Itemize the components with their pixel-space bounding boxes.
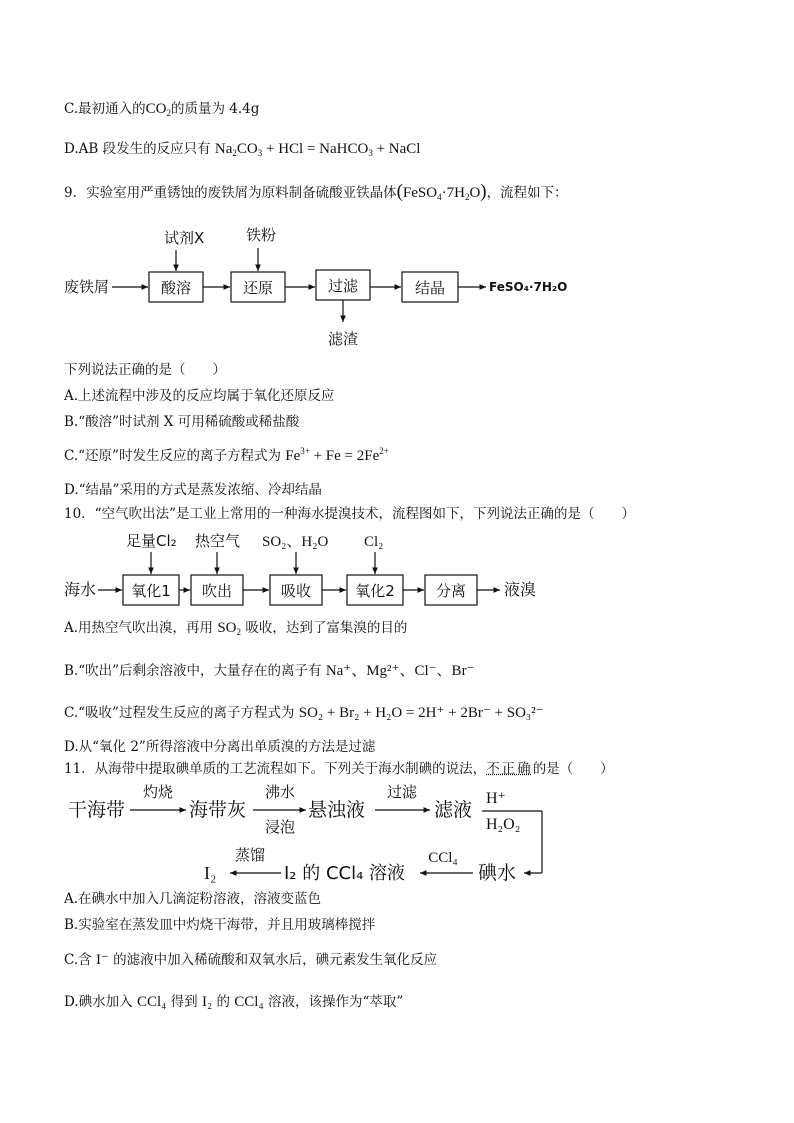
q11-option-d-mid2: 的 <box>212 994 235 1010</box>
q11-option-d-mid: 得到 <box>166 994 202 1010</box>
ccl4-formula-1: CCl₄ <box>136 994 167 1010</box>
flow10-reagent-4: Cl₂ <box>364 534 384 550</box>
formula-sub-4: 4 <box>437 192 442 202</box>
eq-na: Na <box>214 141 233 157</box>
formula-7h: ·7H <box>441 185 465 201</box>
flow9-start: 废铁屑 <box>64 278 110 296</box>
q10-option-c-text: C.“吸收”过程发生反应的离子方程式为 <box>64 705 299 721</box>
q10-stem: 10．“空气吹出法”是工业上常用的一种海水提溴技术，流程图如下，下列说法正确的是（ ） <box>64 506 635 522</box>
q11-stem-text: 11．从海带中提取碘单质的工艺流程如下。下列关于海水制碘的说法， <box>64 761 487 777</box>
flow9-reagent-2: 铁粉 <box>246 226 277 244</box>
flow9-reagent-1: 试剂X <box>164 229 205 247</box>
so2-sub: 2 <box>236 627 242 637</box>
flow11-label-5: CCl₄ <box>428 850 458 866</box>
q10-option-a-text: A.用热空气吹出溴，再用 <box>64 620 218 636</box>
flow10-reagent-1: 足量Cl₂ <box>126 532 177 550</box>
eq-charge-3: 3+ <box>300 446 310 456</box>
flow11-node-2: 海带灰 <box>189 799 247 821</box>
flow11-label-1: 灼烧 <box>142 783 174 801</box>
eq-sub-2: 2 <box>232 148 237 158</box>
flow11-node-4: 滤液 <box>434 799 473 821</box>
flow11-reagent-bottom: H₂O₂ <box>486 816 521 833</box>
eq-tail: + NaCl <box>372 141 421 157</box>
eq-mid: + Fe = 2Fe <box>309 448 380 464</box>
q8-option-c-text: C.最初通入的 <box>64 101 146 117</box>
co2-co: CO <box>145 101 167 117</box>
q11-option-d <box>64 993 403 1011</box>
eq-charge-2: 2+ <box>379 446 389 456</box>
flow11-node-3: 悬浊液 <box>308 799 366 821</box>
q9-option-a: A.上述流程中涉及的反应均属于氧化还原反应 <box>64 388 335 404</box>
q11-option-c-text: C.含 <box>64 952 96 968</box>
flow10-box-4-label: 氧化2 <box>355 582 395 600</box>
flow9-box-2-label: 还原 <box>242 279 274 297</box>
flow10-box-1-label: 氧化1 <box>131 582 171 600</box>
flow9-box-1-label: 酸溶 <box>160 279 192 297</box>
formula-sub-2: 2 <box>464 192 470 202</box>
right-paren: ) <box>480 181 487 202</box>
flow10-reagent-3: SO₂、H₂O <box>262 534 329 550</box>
flow10-box-5-label: 分离 <box>435 582 467 600</box>
q11-option-d-tail: 溶液，该操作为“萃取” <box>263 994 404 1010</box>
q9-option-d: D.“结晶”采用的方式是蒸发浓缩、冷却结晶 <box>64 482 322 498</box>
flow11-node-7: I₂ <box>204 863 217 883</box>
q10-option-b-text: B.“吹出”后剩余溶液中，大量存在的离子有 <box>64 663 326 679</box>
formula-o: O <box>469 185 481 201</box>
flow9-waste: 滤渣 <box>327 330 359 348</box>
q10-option-d: D.从“氧化 2”所得溶液中分离出单质溴的方法是过滤 <box>64 739 376 755</box>
eq-mid: + HCl = NaHCO <box>262 141 369 157</box>
q9-question: 下列说法正确的是（ ） <box>64 362 226 378</box>
flow9-box-3-label: 过滤 <box>327 277 359 295</box>
flow11-label-2-top: 沸水 <box>264 783 296 801</box>
so2-so: SO <box>217 620 237 636</box>
q11-option-b: B.实验室在蒸发皿中灼烧干海带，并且用玻璃棒搅拌 <box>64 917 376 933</box>
flow10-box-2-label: 吹出 <box>201 582 233 600</box>
eq-co: CO <box>236 141 258 157</box>
flow11-node-5: 碘水 <box>478 862 517 884</box>
q11-option-c <box>64 951 437 969</box>
ccl4-formula-2: CCl₄ <box>234 994 264 1010</box>
i2-formula: I₂ <box>201 994 213 1010</box>
q9-option-c-text: C.“还原”时发生反应的离子方程式为 <box>64 448 286 464</box>
flow9-box-4-label: 结晶 <box>414 279 446 297</box>
flow9-product: FeSO₄·7H₂O <box>489 280 568 294</box>
formula-feso: FeSO <box>402 185 438 201</box>
flow10-start: 海水 <box>64 580 97 599</box>
q11-stem-tail: 的是（ ） <box>532 761 614 777</box>
q11-option-d-text: D.碘水加入 <box>64 994 137 1010</box>
q9-stem-tail: ，流程如下： <box>486 185 568 201</box>
eq-sub-3b: 3 <box>368 148 373 158</box>
q11-emphasis: 不正确 <box>486 761 533 777</box>
flow11-label-6: 蒸馏 <box>234 846 266 864</box>
q9-stem-text: 9．实验室用严重锈蚀的废铁屑为原料制备硫酸亚铁晶体 <box>64 185 397 201</box>
q10-ions: Na⁺、Mg²⁺、Cl⁻、Br⁻ <box>325 663 475 679</box>
flow10-box-3-label: 吸收 <box>280 582 312 600</box>
co2-sub: 2 <box>166 108 171 118</box>
flow10-end: 液溴 <box>504 580 537 599</box>
flow11-node-6: I₂ 的 CCl₄ 溶液 <box>284 863 406 884</box>
eq-sub-3: 3 <box>257 148 263 158</box>
q10-equation: SO₂ + Br₂ + H₂O = 2H⁺ + 2Br⁻ + SO₃²⁻ <box>298 705 544 721</box>
flow11-reagent-top: H⁺ <box>486 790 506 807</box>
flow11-label-3: 过滤 <box>386 783 418 801</box>
q9-option-b: B.“酸溶”时试剂 X 可用稀硫酸或稀盐酸 <box>64 414 300 430</box>
q8-option-c-tail: 的质量为 4.4g <box>170 101 260 117</box>
iodide-ion: I⁻ <box>95 952 109 968</box>
left-paren: ( <box>396 181 403 202</box>
q10-option-a-tail: 吸收，达到了富集溴的目的 <box>241 620 408 636</box>
flow10-reagent-2: 热空气 <box>195 532 241 550</box>
eq-fe: Fe <box>285 448 301 464</box>
q11-option-a: A.在碘水中加入几滴淀粉溶液，溶液变蓝色 <box>64 891 322 907</box>
q11-option-c-tail: 的滤液中加入稀硫酸和双氧水后，碘元素发生氧化反应 <box>108 952 438 968</box>
flow11-label-2-bottom: 浸泡 <box>264 818 296 836</box>
q8-option-d-text: D.AB 段发生的反应只有 <box>64 141 215 157</box>
flow11-node-1: 干海带 <box>68 799 126 821</box>
